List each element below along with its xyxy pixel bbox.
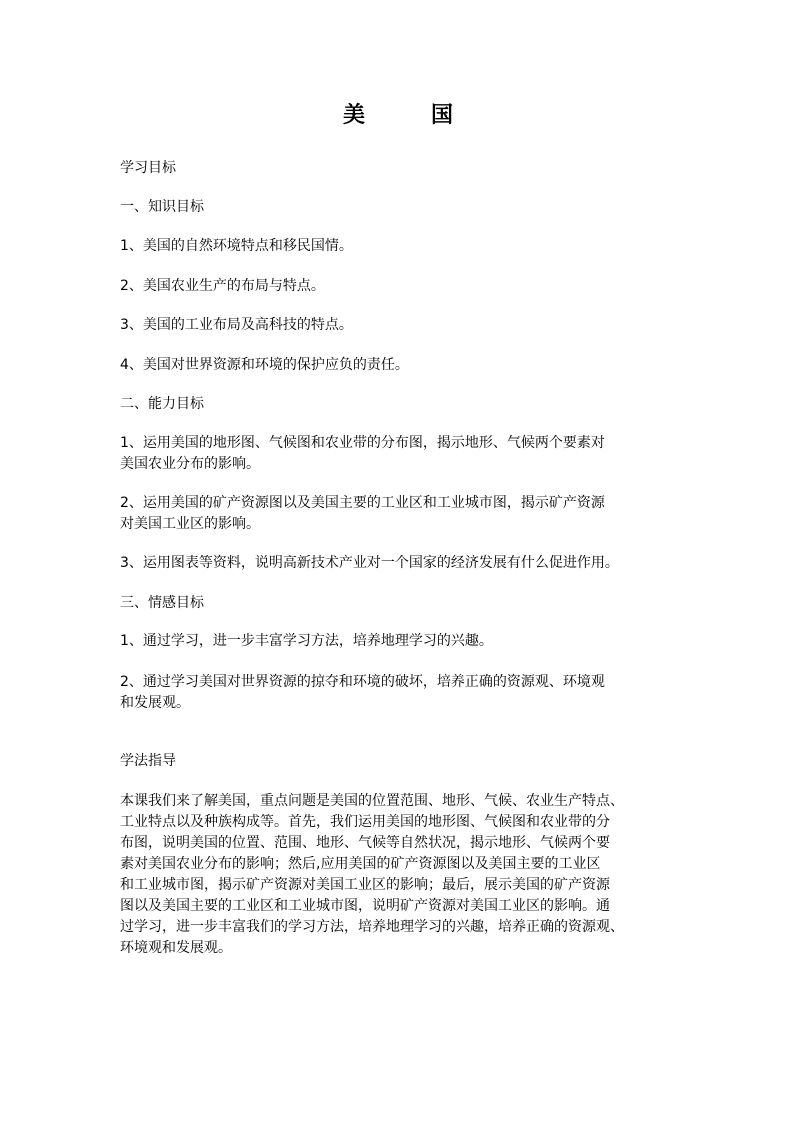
- ability-item-2-line-1: 2、运用美国的矿产资源图以及美国主要的工业区和工业城市图，揭示矿产资源: [120, 495, 605, 511]
- guide-line-8: 环境观和发展观。: [120, 940, 232, 956]
- guide-line-4: 素对美国农业分布的影响；然后,应用美国的矿产资源图以及美国主要的工业区: [120, 856, 601, 872]
- ability-item-1-line-2: 美国农业分布的影响。: [120, 456, 260, 472]
- ability-item-3: 3、运用图表等资料，说明高新技术产业对一个国家的经济发展有什么促进作用。: [120, 555, 619, 571]
- heading-learning-goals: 学习目标: [120, 160, 176, 176]
- emotion-item-2: [120, 672, 676, 714]
- document-title: [120, 100, 676, 132]
- heading-study-guide: 学法指导: [120, 753, 176, 769]
- heading-knowledge-goals: 一、知识目标: [120, 199, 204, 215]
- guide-line-6: 图以及美国主要的工业区和工业城市图，说明矿产资源对美国工业区的影响。通: [120, 898, 610, 914]
- guide-line-7: 过学习，进一步丰富我们的学习方法，培养地理学习的兴趣，培养正确的资源观、: [120, 919, 624, 935]
- guide-line-1: 本课我们来了解美国，重点问题是美国的位置范围、地形、气候、农业生产特点、: [120, 793, 624, 809]
- ability-item-1: [120, 433, 676, 475]
- guide-line-3: 布图，说明美国的位置、范围、地形、气候等自然状况，揭示地形、气候两个要: [120, 835, 610, 851]
- emotion-item-2-line-1: 2、通过学习美国对世界资源的掠夺和环境的破坏，培养正确的资源观、环境观: [120, 674, 605, 690]
- study-guide-paragraph: [120, 791, 676, 959]
- heading-emotion-goals: 三、情感目标: [120, 595, 204, 611]
- knowledge-item-3: 3、美国的工业布局及高科技的特点。: [120, 317, 353, 333]
- ability-item-2: [120, 493, 676, 535]
- emotion-item-1: 1、通过学习，进一步丰富学习方法，培养地理学习的兴趣。: [120, 633, 493, 649]
- title-char-1: 美: [342, 103, 365, 128]
- heading-ability-goals: 二、能力目标: [120, 396, 204, 412]
- ability-item-1-line-1: 1、运用美国的地形图、气候图和农业带的分布图，揭示地形、气候两个要素对: [120, 435, 605, 451]
- title-char-2: 国: [431, 103, 454, 128]
- knowledge-item-1: 1、美国的自然环境特点和移民国情。: [120, 238, 353, 254]
- guide-line-2: 工业特点以及种族构成等。首先，我们运用美国的地形图、气候图和农业带的分: [120, 814, 610, 830]
- knowledge-item-4: 4、美国对世界资源和环境的保护应负的责任。: [120, 357, 409, 373]
- ability-item-2-line-2: 对美国工业区的影响。: [120, 516, 260, 532]
- emotion-item-2-line-2: 和发展观。: [120, 695, 190, 711]
- guide-line-5: 和工业城市图，揭示矿产资源对美国工业区的影响；最后，展示美国的矿产资源: [120, 877, 610, 893]
- knowledge-item-2: 2、美国农业生产的布局与特点。: [120, 278, 325, 294]
